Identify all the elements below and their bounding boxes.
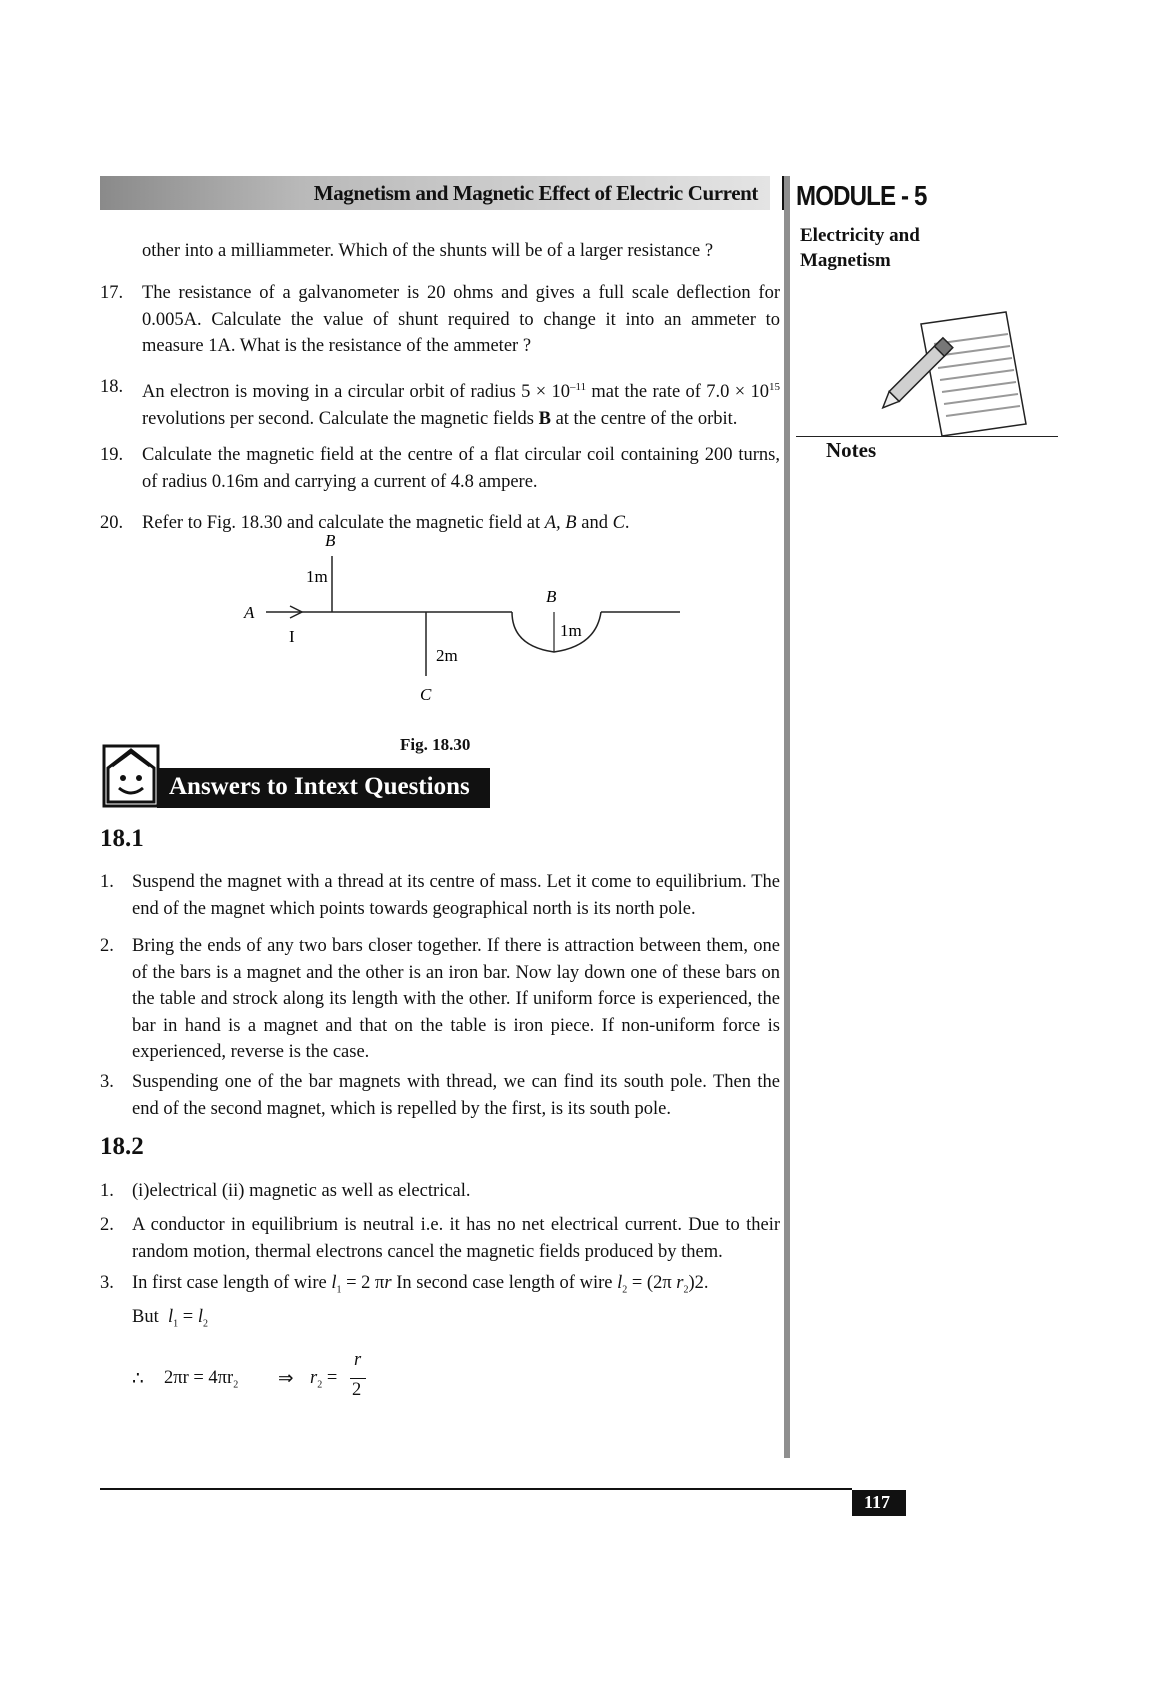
notes-rule — [796, 436, 1058, 437]
label-c: C — [420, 685, 432, 704]
question-20-text: Refer to Fig. 18.30 and calculate the magnetic field at A, B and C. — [142, 513, 630, 533]
answer-18-2-3: In first case length of wire $l_1 = 2$ πr In second case length of wire $l_2 = (2\pi$ $r_2)2$. — [132, 1273, 709, 1296]
header-title: Magnetism and Magnetic Effect of Electric Current — [313, 181, 758, 205]
figure-caption: Fig. 18.30 — [400, 735, 471, 754]
answer-18-2-2: A conductor in equilibrium is neutral i.e. it has no net electrical current. Due to their random motion, thermal electrons cancel the magnetic fields produced by them. — [132, 1215, 780, 1262]
question-17-text: The resistance of a galvanometer is 20 ohms and gives a full scale deflection for 0.005A. Calculate the value of shunt required to change it into an ammeter to measure 1A. What is the resistance of the ammeter ? — [142, 283, 780, 356]
answer-18-1-3: Suspending one of the bar magnets with thread, we can find its south pole. Then the end of the second magnet, which is repelled by the first, is its south pole. — [132, 1072, 780, 1119]
module-subtitle: Electricity and Magnetism — [800, 225, 920, 271]
label-current: I — [289, 627, 295, 646]
notes-label: Notes — [826, 438, 877, 462]
notes-pencil-icon — [876, 306, 1036, 441]
sidebar-divider — [784, 176, 790, 1458]
answer-number: 2. — [100, 936, 114, 956]
figure-18-30 — [230, 528, 690, 708]
answer-18-2-1: (i)electrical (ii) magnetic as well as electrical. — [132, 1181, 471, 1201]
footer-rule — [100, 1488, 852, 1490]
wire-semicircle — [512, 612, 601, 652]
question-number: 17. — [100, 283, 124, 303]
question-19-text: Calculate the magnetic field at the centre of a flat circular coil containing 200 turns, of radius 0.16m and carrying a current of 4.8 ampere. — [142, 445, 780, 492]
sidebar-divider-top — [782, 176, 784, 210]
page-number-box — [852, 1490, 906, 1516]
label-a: A — [244, 603, 255, 622]
question-18-text: An electron is moving in a circular orbit of radius $5 \times 10^{-11}$ mat the rate of $7.0 \times 10^{15}$ revolutions per second. Calculate the magnetic fields B at the centre of the orbit. — [142, 381, 780, 429]
question-number: 20. — [100, 513, 124, 533]
page-number: 117 — [864, 1492, 891, 1512]
answer-number: 1. — [100, 872, 114, 892]
label-1m-top: 1m — [306, 567, 328, 586]
smiley-house-icon — [102, 744, 160, 808]
section-title-18-1: 18.1 — [100, 825, 144, 852]
answer-number: 3. — [100, 1072, 114, 1092]
answers-banner-title: Answers to Intext Questions — [169, 773, 470, 800]
equation-line: ∴ $2\pi r = 4\pi r_2$ ⇒ $r_2$ = r 2 — [132, 1354, 392, 1406]
label-b-arc: B — [546, 587, 557, 606]
module-title: MODULE - 5 — [796, 180, 927, 211]
answer-18-1-1: Suspend the magnet with a thread at its centre of mass. Let it come to equilibrium. The end of the magnet which points towards geographical north is its north pole. — [132, 872, 780, 919]
section-title-18-2: 18.2 — [100, 1133, 144, 1160]
answer-18-1-2: Bring the ends of any two bars closer together. If there is attraction between them, one of the bars is a magnet and the other is an iron bar. Now lay down one of these bars on the table and strock along its length with the other. If uniform force is experienced, the bar in hand is a magnet and that on the table is iron piece. If non-uniform force is experienced, reverse is the case. — [132, 936, 780, 1062]
header-bar — [100, 176, 770, 210]
answer-number: 2. — [100, 1215, 114, 1235]
answer-number: 1. — [100, 1181, 114, 1201]
answer-number: 3. — [100, 1273, 114, 1293]
question-16-continuation: other into a milliammeter. Which of the shunts will be of a larger resistance ? — [142, 241, 714, 261]
label-2m: 2m — [436, 646, 458, 665]
but-line: But $l_1 = l_2$ — [132, 1307, 208, 1330]
label-1m-arc: 1m — [560, 621, 582, 640]
question-number: 19. — [100, 445, 124, 465]
question-number: 18. — [100, 377, 124, 397]
label-b-top: B — [325, 531, 336, 550]
answers-banner — [157, 768, 490, 808]
